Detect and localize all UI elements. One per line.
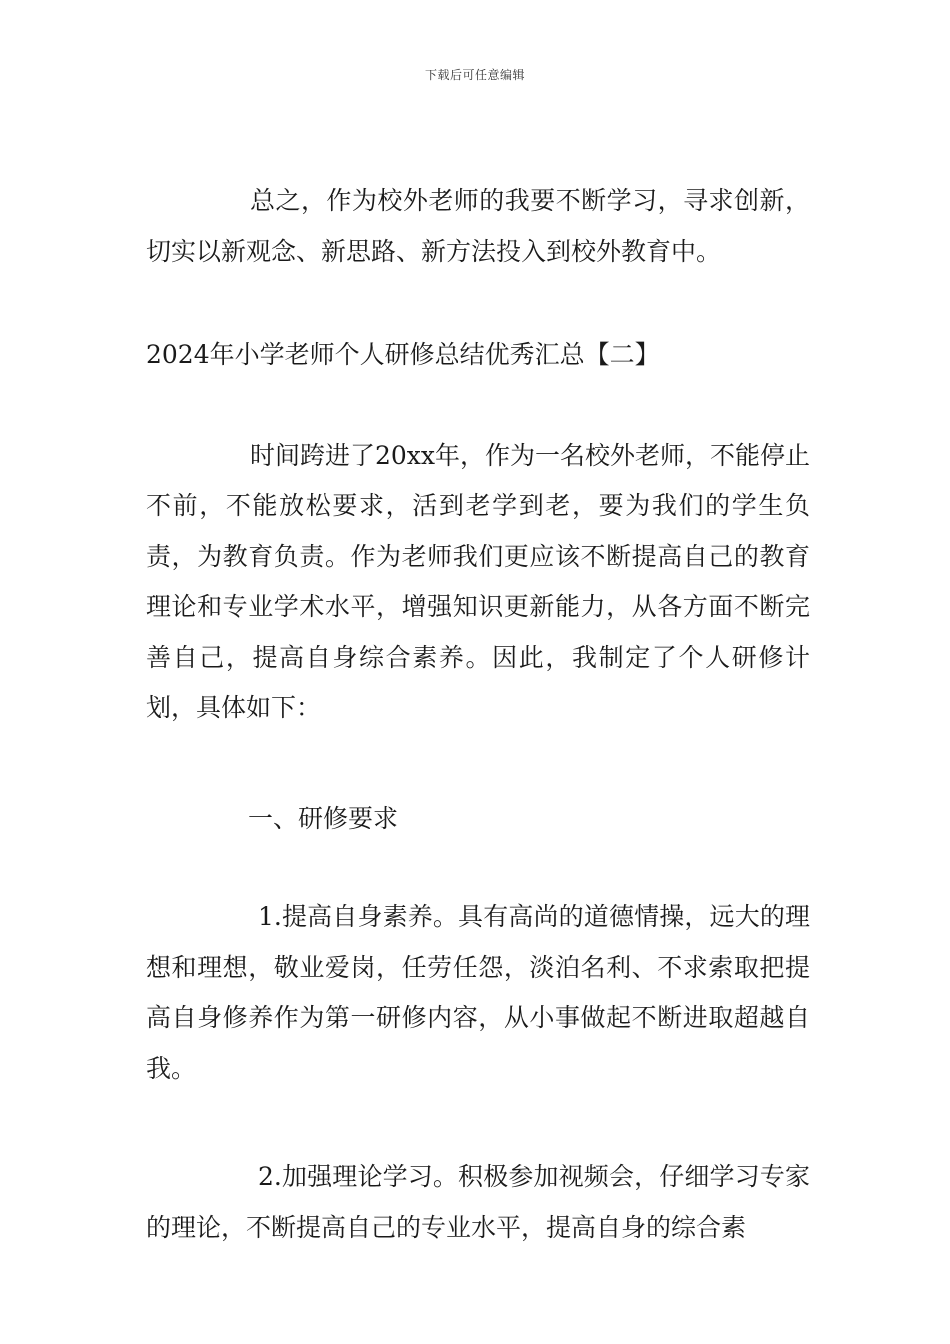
list-item-2: 2.加强理论学习。积极参加视频会，仔细学习专家的理论，不断提高自己的专业水平，提高自身的综合素 bbox=[146, 1162, 810, 1242]
document-body bbox=[146, 176, 810, 1253]
subheading-requirements: 一、研修要求 bbox=[248, 803, 399, 833]
list-item-1: 1.提高自身素养。具有高尚的道德情操，远大的理想和理想，敬业爱岗，任劳任怨，淡泊名利、不求索取把提高自身修养作为第一研修内容，从小事做起不断进取超越自我。 bbox=[146, 902, 810, 1083]
page-header-note: 下载后可任意编辑 bbox=[424, 68, 525, 82]
paragraph-intro: 时间跨进了20xx年，作为一名校外老师，不能停止不前，不能放松要求，活到老学到老，要为我们的学生负责，为教育负责。作为老师我们更应该不断提高自己的教育理论和专业学术水平，增强知识更新能力，从各方面不断完善自己，提高自身综合素养。因此，我制定了个人研修计划，具体如下： bbox=[146, 440, 811, 722]
paragraph-conclusion: 总之，作为校外老师的我要不断学习，寻求创新，切实以新观念、新思路、新方法投入到校外教育中。 bbox=[146, 186, 810, 266]
section-title: 2024年小学老师个人研修总结优秀汇总【二】 bbox=[146, 340, 660, 369]
